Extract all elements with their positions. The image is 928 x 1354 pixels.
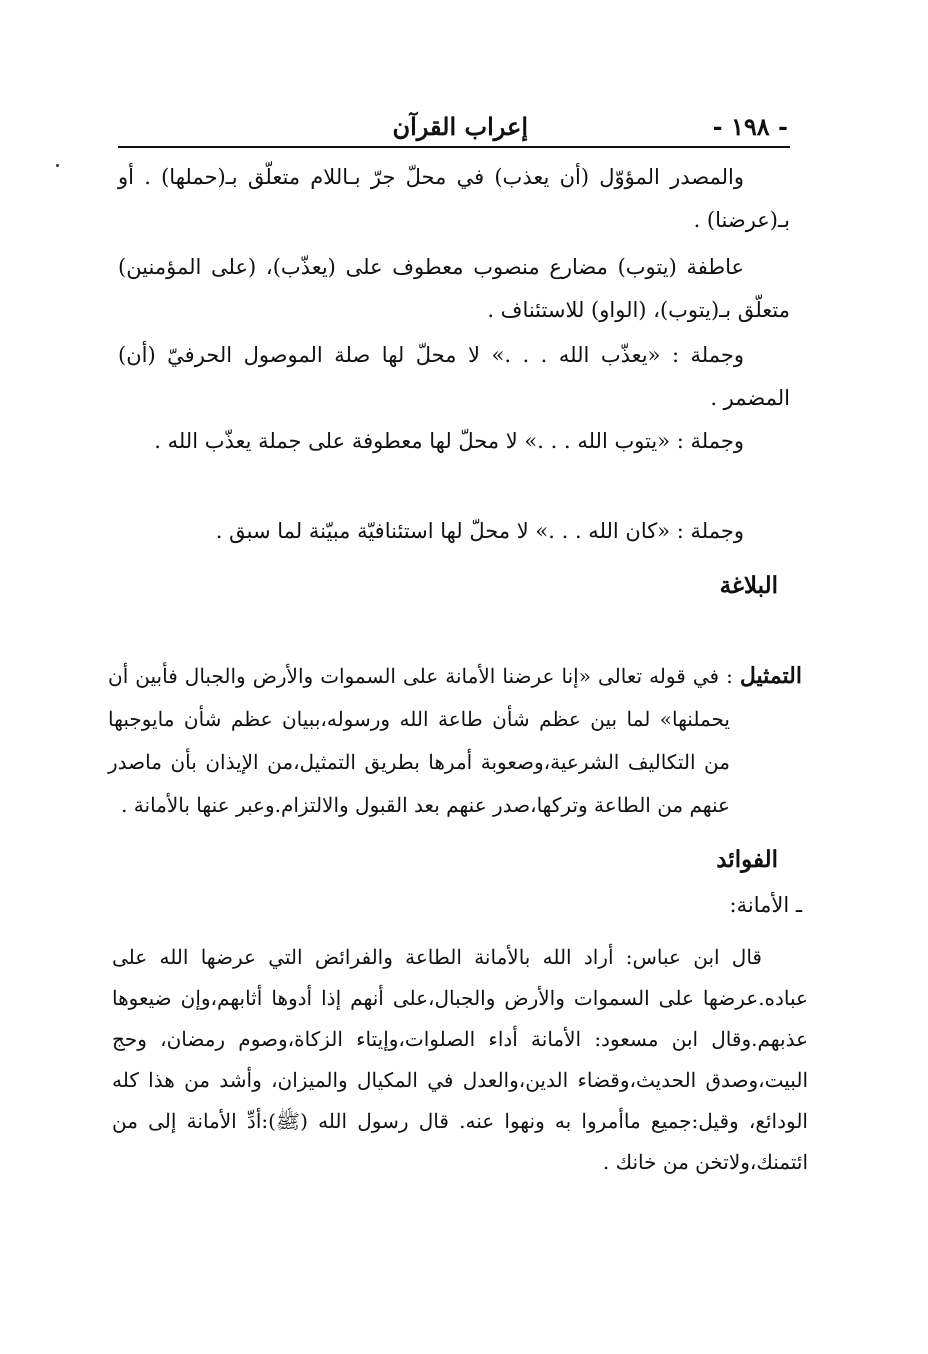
tamthil-term: التمثيل [739,663,802,689]
fawaid-heading: الفوائد [716,846,778,873]
running-title: إعراب القرآن [392,112,528,141]
balagha-heading: البلاغة [719,572,778,599]
page-number: - ١٩٨ - [712,112,788,141]
amana-label: ـ الأمانة: [729,893,802,917]
fawaid-paragraph: قال ابن عباس: أراد الله بالأمانة الطاعة والفرائض التي عرضها الله على عباده.عرضها على السموات والأرض والجبال،على أنهم إذا أدوها أثابهم،وإن ضيعوها عذبهم.وقال ابن مسعود: الأمانة أداء الصلوات،وإيتاء الزكاة،وصوم رمضان، وحج البيت،وصدق الحديث،وقضاء الدين،والعدل في المكيال والميزان، وأشد من هذا كله الودائع، وقيل:جميع ماأمروا به ونهوا عنه. قال رسول الله (ﷺ):أدِّ الأمانة إلى من ائتمنك،ولاتخن من خانك . [112,945,808,1174]
tamthil-text: : في قوله تعالى «إنا عرضنا الأمانة على السموات والأرض والجبال فأبين أن يحملنها» لما بين عظم شأن طاعة الله ورسوله،ببيان عظم شأن مايوجبها من التكاليف الشرعية،وصعوبة أمرها بطريق التمثيل،من الإيذان بأن ماصدر عنهم من الطاعة وتركها،صدر عنهم بعد القبول والالتزام.وعبر عنها بالأمانة . [108,664,733,817]
scan-speck [56,164,59,167]
irab-paragraph-jumla-kana: وجملة : «كان الله . . .» لا محلّ لها استئنافيّة مبيّنة لما سبق . [215,519,744,543]
irab-paragraph-masdar: والمصدر المؤوّل (أن يعذب) في محلّ جرّ بـاللام متعلّق بـ(حملها) . أو بـ(عرضنا) . [118,165,790,232]
irab-paragraph-atifa: عاطفة (يتوب) مضارع منصوب معطوف على (يعذّب)، (على المؤمنين) متعلّق بـ(يتوب)، (الواو) للاستئناف . [118,255,790,322]
page-header [118,112,790,148]
tamthil-paragraph [108,655,802,827]
irab-paragraph-jumla-yatub: وجملة : «يتوب الله . . .» لا محلّ لها معطوفة على جملة يعذّب الله . [154,429,744,453]
irab-paragraph-jumla-yuadhib: وجملة : «يعذّب الله . . .» لا محلّ لها صلة الموصول الحرفيّ (أن) المضمر . [118,343,790,410]
